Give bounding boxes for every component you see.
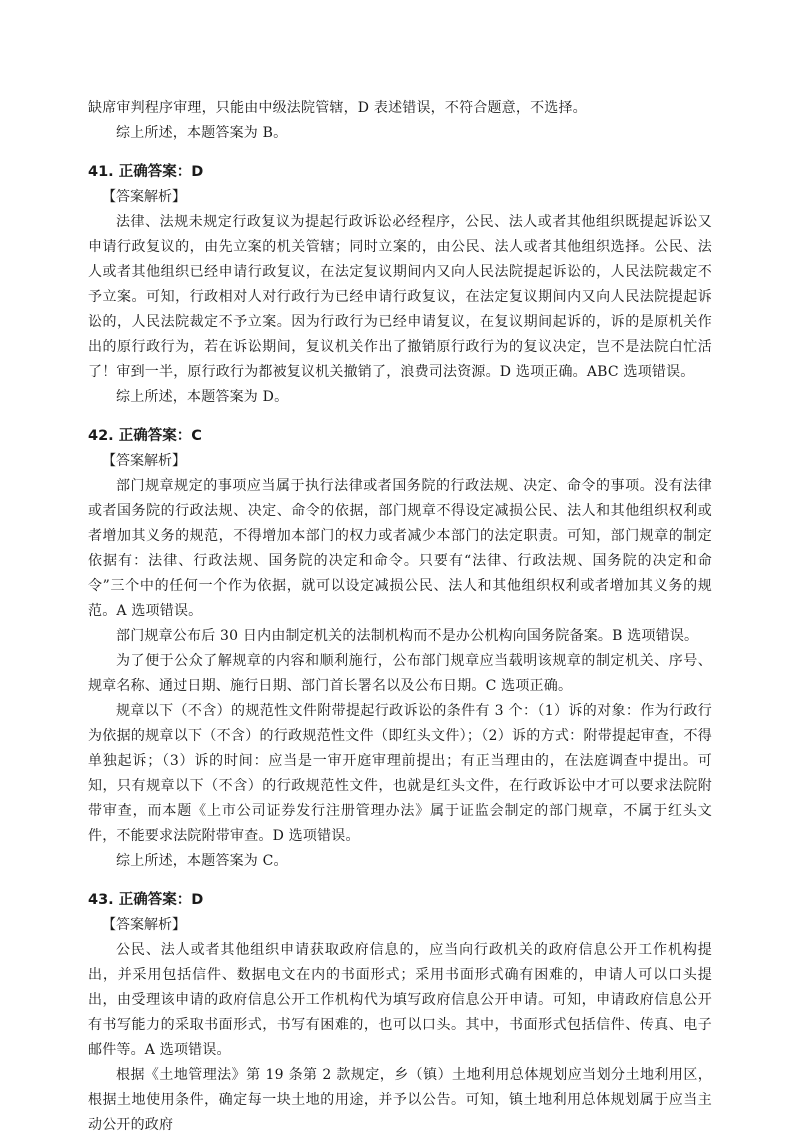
intro-conclusion: 综上所述，本题答案为 B。	[116, 125, 288, 141]
conclusion-paragraph: 综上所述，本题答案为 D。	[116, 389, 289, 405]
intro-continuation: 缺席审判程序审理，只能由中级法院管辖，D 表述错误，不符合题意，不选择。	[88, 100, 587, 116]
analysis-tag: 【答案解析】	[102, 189, 186, 205]
analysis-paragraph: 部门规章公布后 30 日内由制定机关的法制机构而不是办公机构向国务院备案。B 选项错误。	[116, 628, 699, 644]
analysis-paragraph: 根据《土地管理法》第 19 条第 2 款规定，乡（镇）土地利用总体规划应当划分土地利用区，根据土地使用条件，确定每一块土地的用途，并予以公告。可知，镇土地利用总体规划属于应当主动公开的政府	[88, 1067, 712, 1133]
answer-section-43	[88, 888, 712, 1138]
analysis-paragraph: 部门规章规定的事项应当属于执行法律或者国务院的行政法规、决定、命令的事项。没有法律或者国务院的行政法规、决定、命令的依据，部门规章不得设定减损公民、法人和其他组织权利或者增加其义务的规范，不得增加本部门的权力或者减少本部门的法定职责。可知，部门规章的制定依据有：法律、行政法规、国务院的决定和命令。只要有“法律、行政法规、国务院的决定和命令”三个中的任何一个作为依据，就可以设定减损公民、法人和其他组织权利或者增加其义务的规范。A 选项错误。	[88, 478, 712, 619]
answer-heading: 41. 正确答案：D	[88, 164, 204, 180]
analysis-paragraph: 规章以下（不含）的规范性文件附带提起行政诉讼的条件有 3 个：（1）诉的对象：作为行政行为依据的规章以下（不含）的行政规范性文件（即红头文件）；（2）诉的方式：附带提起审查，不得单独起诉；（3）诉的时间：应当是一审开庭审理前提出；有正当理由的，在法庭调查中提出。可知，只有规章以下（不含）的行政规范性文件，也就是红头文件，在行政诉讼中才可以要求法院附带审查，而本题《上市公司证券发行注册管理办法》属于证监会制定的部门规章，不属于红头文件，不能要求法院附带审查。D 选项错误。	[88, 703, 712, 844]
answer-heading: 43. 正确答案：D	[88, 892, 204, 908]
analysis-tag: 【答案解析】	[102, 917, 186, 933]
conclusion-paragraph: 综上所述，本题答案为 C。	[116, 853, 288, 869]
analysis-paragraph: 法律、法规未规定行政复议为提起行政诉讼必经程序，公民、法人或者其他组织既提起诉讼又申请行政复议的，由先立案的机关管辖；同时立案的，由公民、法人或者其他组织选择。公民、法人或者其他组织已经申请行政复议，在法定复议期间内又向人民法院提起诉讼的，人民法院裁定不予立案。可知，行政相对人对行政行为已经申请行政复议，在法定复议期间内又向人民法院提起诉讼的，人民法院裁定不予立案。因为行政行为已经申请复议，在复议期间起诉的，诉的是原机关作出的原行政行为，若在诉讼期间，复议机关作出了撤销原行政行为的复议决定，岂不是法院白忙活了！审到一半，原行政行为都被复议机关撤销了，浪费司法资源。D 选项正确。ABC 选项错误。	[88, 214, 712, 380]
answer-section-42	[88, 424, 712, 874]
answer-heading: 42. 正确答案：C	[88, 428, 202, 444]
analysis-tag: 【答案解析】	[102, 453, 186, 469]
analysis-paragraph: 为了便于公众了解规章的内容和顺利施行，公布部门规章应当载明该规章的制定机关、序号、规章名称、通过日期、施行日期、部门首长署名以及公布日期。C 选项正确。	[88, 653, 712, 694]
answer-section-41	[88, 160, 712, 410]
analysis-paragraph: 公民、法人或者其他组织申请获取政府信息的，应当向行政机关的政府信息公开工作机构提出，并采用包括信件、数据电文在内的书面形式；采用书面形式确有困难的，申请人可以口头提出，由受理该申请的政府信息公开工作机构代为填写政府信息公开申请。可知，申请政府信息公开有书写能力的采取书面形式，书写有困难的，也可以口头。其中，书面形式包括信件、传真、电子邮件等。A 选项错误。	[88, 942, 712, 1058]
